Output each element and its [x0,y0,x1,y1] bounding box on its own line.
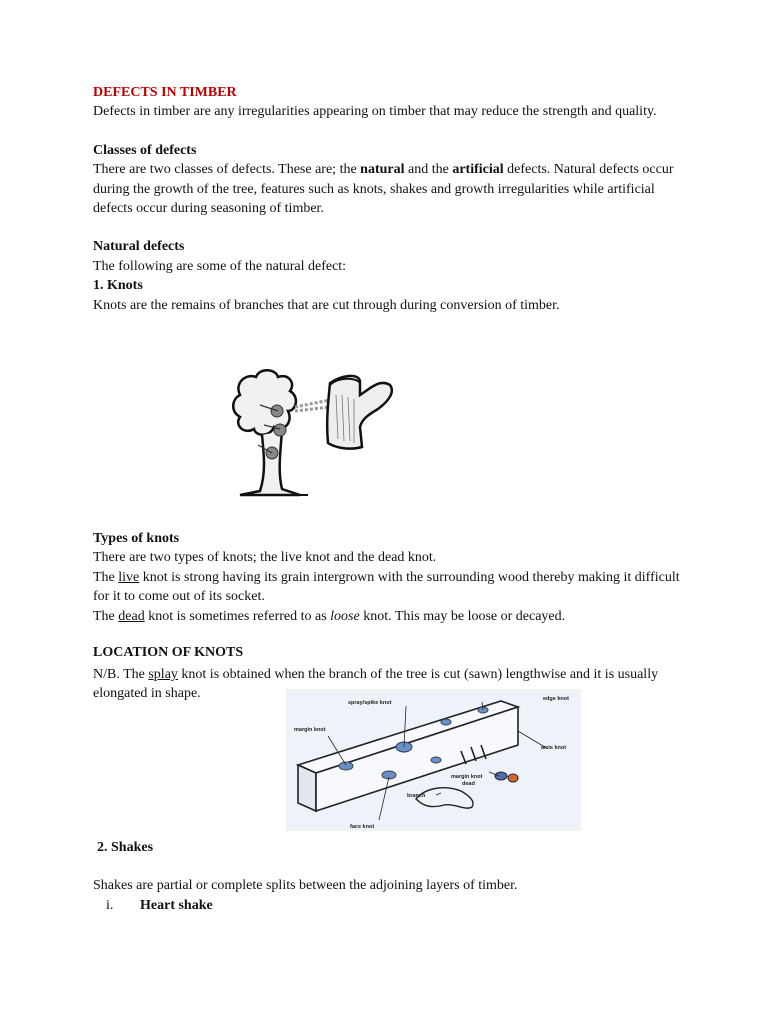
artificial-term: artificial [452,162,504,178]
tree-knot-illustration [230,365,430,505]
classes-heading: Classes of defects [93,142,197,158]
intro-paragraph: Defects in timber are any irregularities appearing on timber that may reduce the strength and quality. [93,104,657,120]
heart-shake-heading: Heart shake [140,898,213,913]
label-branch: branch [407,793,426,799]
types-of-knots-section [93,529,693,626]
label-arris-knot: arris knot [541,745,567,751]
text: defects. Natural defects occur during the growth of the tree, features such as knots, shakes and growth irregularities while artificial defects occur during seasoning of timber. [93,162,674,217]
text: knot is strong having its grain intergrown with the surrounding wood thereby making it difficult for it to come out of its socket. [93,569,680,605]
text: There are two classes of defects. These are; the [93,162,361,178]
types-line1: There are two types of knots; the live knot and the dead knot. [93,550,437,566]
live-term: live [118,569,140,585]
list-number: i. [106,898,114,913]
text: knot is sometimes referred to as [144,608,331,624]
live-knot-paragraph [93,568,693,607]
label-edge-knot: edge knot [543,696,569,702]
knot-location-diagram [286,689,581,831]
classes-paragraph [93,160,683,218]
heart-shake-item [106,898,213,914]
label-margin-knot-dead: margin knot [451,774,483,780]
text: N/B. The [93,667,149,682]
label-dead: dead [462,781,475,787]
dead-knot-paragraph [93,607,693,626]
text: The [93,569,119,585]
text: and the [404,162,453,178]
label-spray-knot: spray/spike knot [348,700,392,706]
loose-term: loose [330,608,360,624]
splay-term: splay [148,667,178,682]
natural-defects-heading: Natural defects [93,239,185,255]
label-face-knot: face knot [350,824,375,830]
text: The [93,608,119,624]
text: knot is obtained when the branch of the tree is cut (sawn) lengthwise and it is usually elongated in shape. [93,667,659,702]
natural-defects-text: The following are some of the natural defect: [93,258,347,274]
knots-heading: 1. Knots [93,278,143,294]
shakes-heading: 2. Shakes [97,840,154,855]
dead-term: dead [118,608,145,624]
location-heading: LOCATION OF KNOTS [93,645,244,660]
label-margin-knot: margin knot [294,727,326,733]
natural-term: natural [360,162,405,178]
shakes-paragraph: Shakes are partial or complete splits between the adjoining layers of timber. [93,878,518,893]
text: knot. This may be loose or decayed. [359,608,566,624]
types-heading: Types of knots [93,531,180,546]
page-title: DEFECTS IN TIMBER [93,85,237,100]
knots-text: Knots are the remains of branches that are cut through during conversion of timber. [93,297,560,313]
document-body [93,83,683,315]
